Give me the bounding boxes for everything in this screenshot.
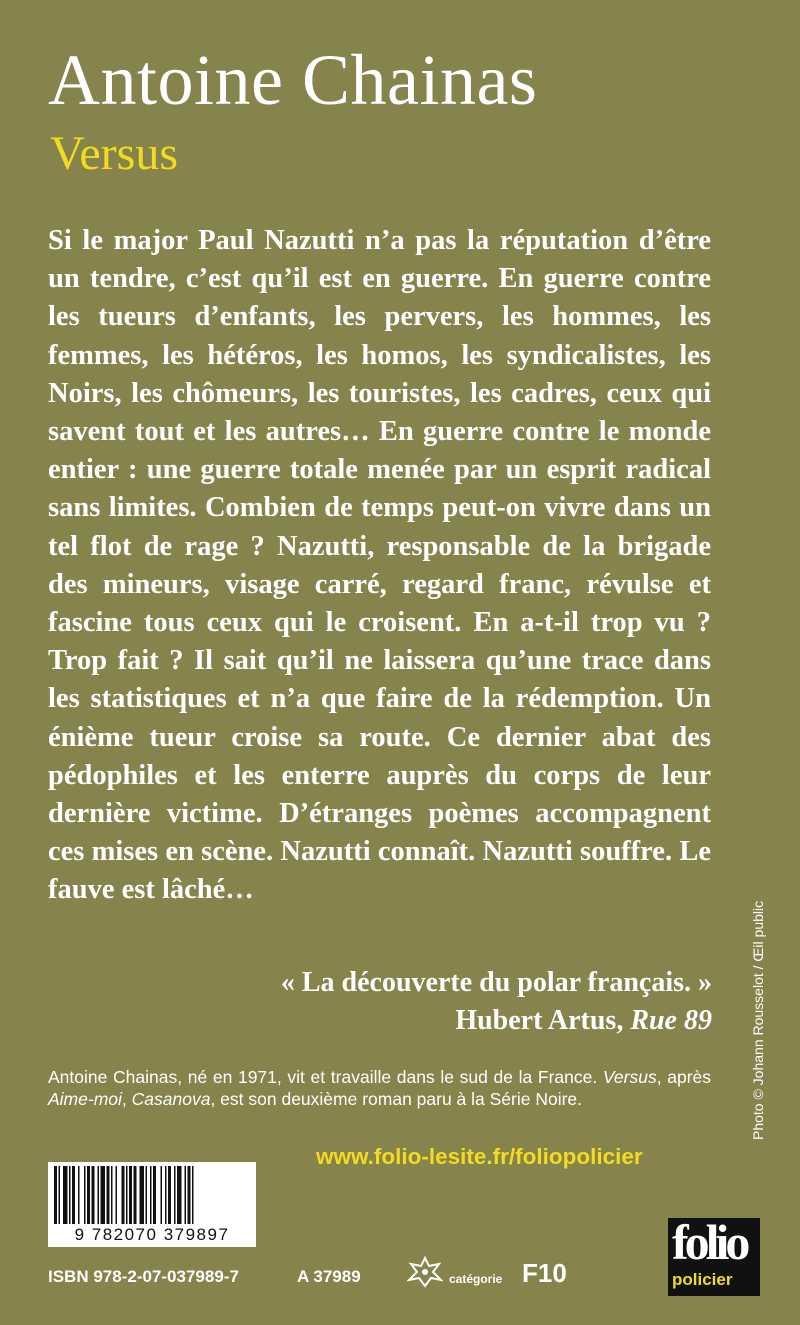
- bio-work-versus: Versus: [602, 1067, 657, 1087]
- press-quote: [281, 964, 712, 1040]
- barcode-bars: [54, 1166, 250, 1224]
- barcode-digits: 9 782070 379897: [74, 1225, 230, 1244]
- bio-text: Antoine Chainas, né en 1971, vit et travaille dans le sud de la France.: [48, 1067, 603, 1087]
- photo-credit: Photo © Johann Rousselot / Œil public: [750, 900, 766, 1140]
- bio-text: , est son deuxième roman paru à la Série Noire.: [210, 1089, 583, 1109]
- quote-text: « La découverte du polar français. »: [280, 967, 712, 998]
- barcode: [48, 1162, 256, 1247]
- article-code: A 37989: [297, 1267, 361, 1286]
- back-cover-blurb: Si le major Paul Nazutti n’a pas la réputation d’être un tendre, c’est qu’il est en guerre. En guerre contre les tueurs d’enfants, les pervers, les hommes, les femmes, les hétéros, les homos, les syndicalistes, les Noirs, les chômeurs, les touristes, les cadres, ceux qui savent tout et les autres… En guerre contre le monde entier : une guerre totale menée par un esprit radical sans limites. Combien de temps peut-on vivre dans un tel flot de rage ? Nazutti, responsable de la brigade des mineurs, visage carré, regard franc, révulse et fascine tous ceux qui le croisent. En a-t-il trop vu ? Trop fait ? Il sait qu’il ne laissera qu’une trace dans les statistiques et n’a que faire de la rédemption. Un énième tueur croise sa route. Ce dernier abat des pédophiles et les enterre auprès du corps de leur dernière victime. D’étranges poèmes accompagnent ces mises en scène. Nazutti connaît. Nazutti souffre. Le fauve est lâché…: [48, 225, 711, 906]
- folio-logo-word: folio: [672, 1214, 747, 1270]
- bio-work-casanova: Casanova: [131, 1089, 211, 1109]
- author-name: Antoine Chainas: [48, 40, 538, 120]
- folio-logo-sub: policier: [672, 1270, 733, 1289]
- bio-text: ,: [121, 1089, 132, 1109]
- quote-source: Rue 89: [630, 1005, 712, 1036]
- gallimard-emblem-icon: [407, 1256, 443, 1288]
- quote-attribution: [281, 1002, 712, 1040]
- publisher-website: www.folio-lesite.fr/foliopolicier: [316, 1144, 643, 1169]
- book-title: Versus: [50, 127, 178, 180]
- quote-author: Hubert Artus,: [455, 1005, 631, 1036]
- bio-work-aime-moi: Aime-moi: [48, 1089, 122, 1109]
- category-label: catégorie: [449, 1272, 503, 1286]
- folio-policier-logo: [668, 1214, 760, 1296]
- isbn: ISBN 978-2-07-037989-7: [48, 1267, 239, 1286]
- author-bio: [48, 1066, 711, 1110]
- bio-text: , après: [656, 1067, 712, 1087]
- category-code: F10: [522, 1258, 567, 1288]
